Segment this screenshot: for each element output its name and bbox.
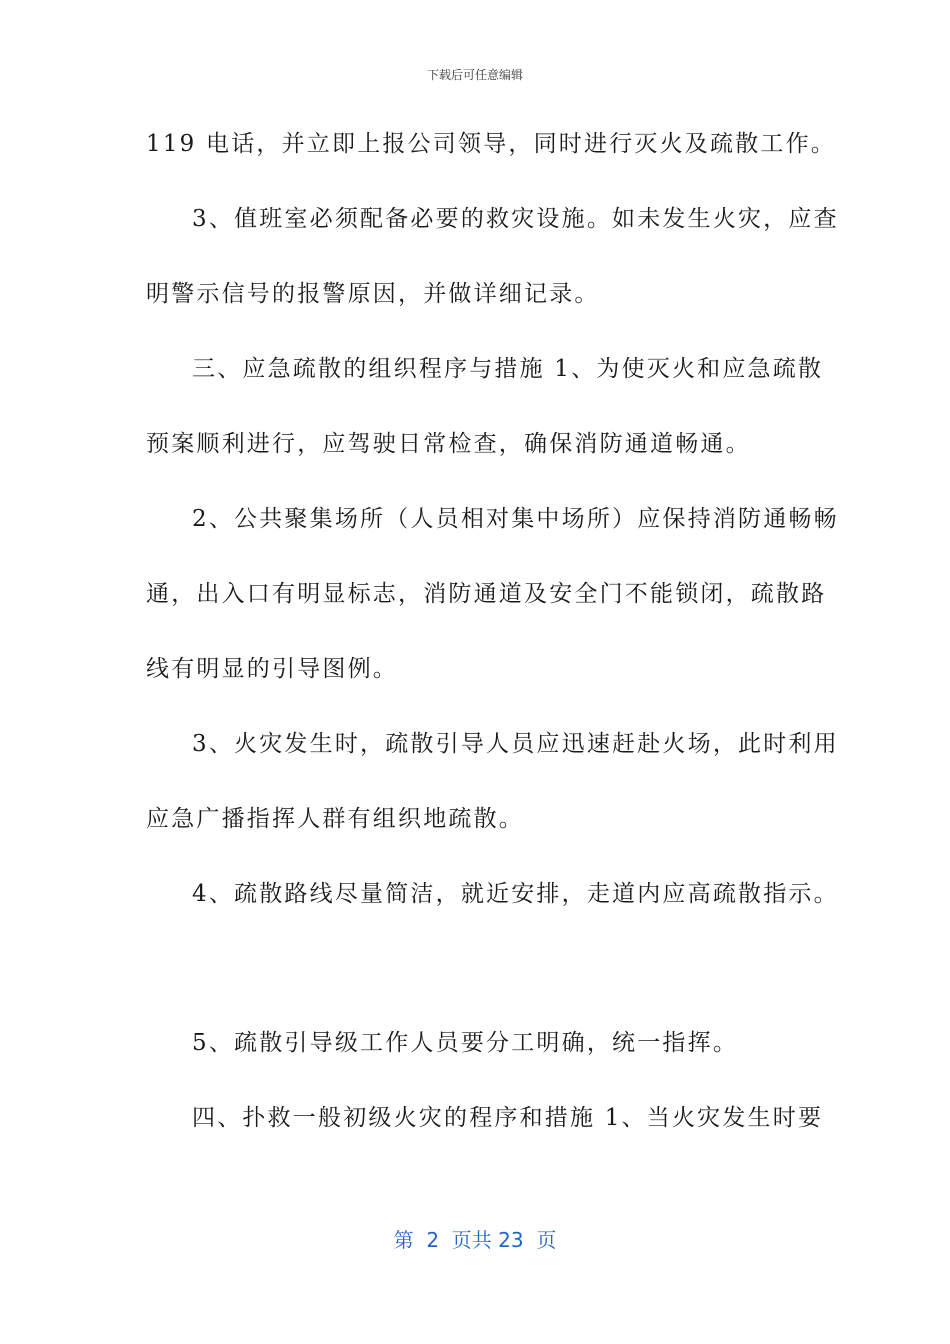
text-line: 预案顺利进行，应驾驶日常检查，确保消防通道畅通。 (146, 431, 751, 457)
text-line: 2、公共聚集场所（人员相对集中场所）应保持消防通畅畅 (192, 506, 839, 532)
text-line: 5、疏散引导级工作人员要分工明确，统一指挥。 (192, 1030, 739, 1056)
text-line: 3、值班室必须配备必要的救灾设施。如未发生火灾，应查 (192, 206, 839, 232)
text-line: 通，出入口有明显标志，消防通道及安全门不能锁闭，疏散路 (146, 581, 827, 607)
text-line: 119 电话，并立即上报公司领导，同时进行灭火及疏散工作。 (146, 131, 837, 157)
text-line: 线有明显的引导图例。 (146, 656, 398, 682)
text-line: 四、扑救一般初级火灾的程序和措施 1、当火灾发生时要 (192, 1105, 824, 1131)
page-number-footer: 第 2 页共 23 页 (393, 1228, 557, 1252)
text-line: 三、应急疏散的组织程序与措施 1、为使灭火和应急疏散 (192, 356, 824, 382)
text-line: 3、火灾发生时，疏散引导人员应迅速赶赴火场，此时利用 (192, 731, 839, 757)
page-header: 下载后可任意编辑 (426, 68, 523, 82)
text-line: 明警示信号的报警原因，并做详细记录。 (146, 281, 600, 307)
text-line: 4、疏散路线尽量简洁，就近安排，走道内应高疏散指示。 (192, 881, 839, 907)
text-line: 应急广播指挥人群有组织地疏散。 (146, 806, 524, 832)
